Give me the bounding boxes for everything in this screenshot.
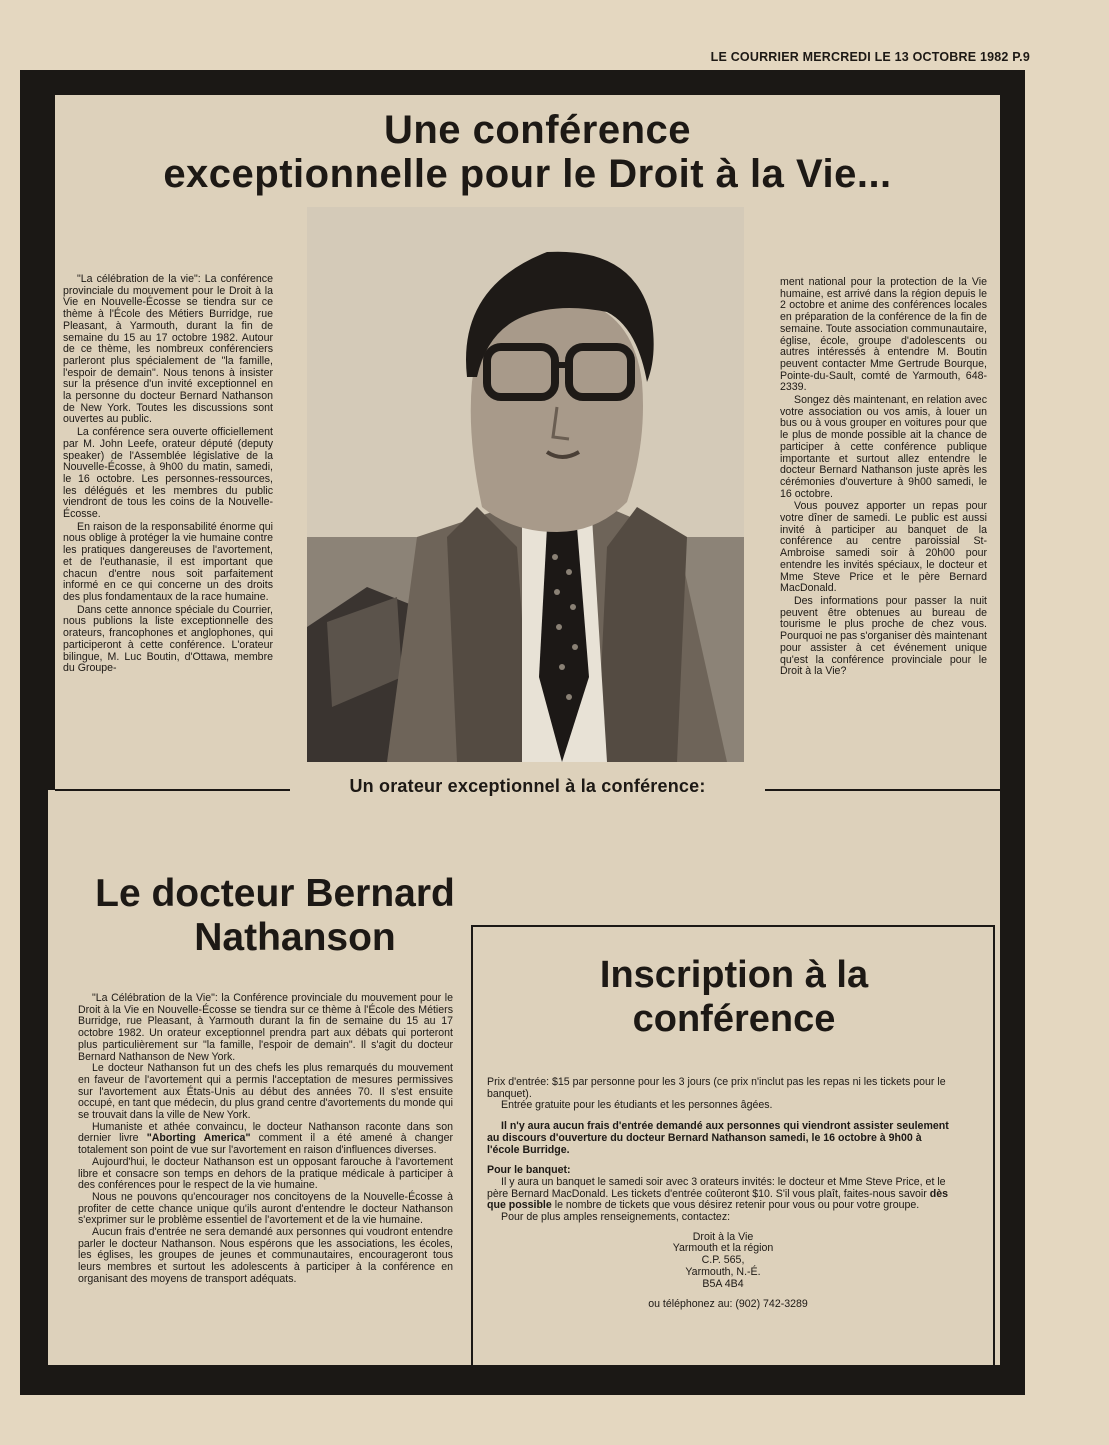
mailing-address [487, 1232, 949, 1291]
doctor-paragraph-book [78, 1122, 453, 1157]
address-line: Yarmouth et la région [672, 1242, 774, 1255]
doctor-paragraph: Aucun frais d'entrée ne sera demandé aux personnes qui voudront entendre parler le docteur Nathanson. Nous espérons que les associations, les écoles, les églises, les groupes de jeunes et communautaires, encourageront tous leurs membres et surtout les adolescents à participer à la conférence en organisant des moyens de transport adéquats. [78, 1226, 453, 1285]
right-article-column [780, 277, 987, 679]
address-line: Droit à la Vie [692, 1230, 754, 1243]
registration-title-line-2: conférence [632, 998, 836, 1040]
left-paragraph: La conférence sera ouverte officiellement par M. John Leefe, orateur député (deputy speaker) de l'Assemblée législative de la Nouvelle-Écosse, à 9h00 du matin, samedi, le 16 octobre. Les personnes-ressources, les délégués et les membres du public viendront de tous les coins de la Nouvelle-Écosse. [63, 426, 273, 521]
doctor-title-line-1: Le docteur Bernard [95, 872, 455, 915]
banquet-text-part-1: Il y aura un banquet le samedi soir avec 3 orateurs invités: le docteur et Mme Steve Price, et le père Bernard MacDonald. Les tickets d'entrée coûteront $10. S'il vous plaît, faites-nous savoir [487, 1175, 946, 1200]
right-paragraph: Vous pouvez apporter un repas pour votre dîner de samedi. Le public est aussi invité à participer au banquet de la conférence au centre paroissial St-Ambroise samedi soir à 20h00 pour entendre les invités spéciaux, le docteur et Mme Steve Price et le père Bernard MacDonald. [780, 500, 987, 595]
doctor-article [78, 993, 453, 1286]
banquet-text [487, 1177, 949, 1212]
main-headline [55, 108, 1000, 196]
section-subhead: Un orateur exceptionnel à la conférence: [349, 776, 706, 796]
headline-line-1: Une conférence [383, 108, 692, 152]
banquet-emphasis: dès que possible [487, 1187, 949, 1212]
masthead: LE COURRIER MERCREDI LE 13 OCTOBRE 1982 P.9 [710, 50, 1030, 64]
subhead-rule-left [55, 789, 290, 791]
registration-details [487, 1077, 949, 1311]
right-paragraph: Des informations pour passer la nuit peuvent être obtenues au bureau de tourisme le plus proche de chez vous. Pourquoi ne pas s'organiser dès maintenant pour assister à cet événement unique qu'est la conférence provinciale pour le Droit à la Vie? [780, 594, 987, 678]
left-paragraph: Dans cette annonce spéciale du Courrier, nous publions la liste exceptionnelle des orateurs, francophones et anglophones, qui participeront à cette conférence. L'orateur bilingue, M. Luc Boutin, d'Ottawa, membre du Groupe- [63, 603, 273, 675]
more-info-text: Pour de plus amples renseignements, contactez: [501, 1211, 731, 1224]
doctor-p3-before: Humaniste et athée convaincu, le docteur Nathanson raconte dans son dernier livre [78, 1120, 453, 1145]
registration-title-line-1: Inscription à la [599, 954, 869, 996]
subhead-rule-right [765, 789, 1000, 791]
left-paragraph: En raison de la responsabilité énorme qui nous oblige à protéger la vie humaine contre les pratiques dangereuses de l'avortement, et de l'euthanasie, il est important que chacun d'entre nous soit parfaitement informé en ce qui concerne un des droits des plus fondamentaux de la race humaine. [63, 520, 273, 603]
address-line: C.P. 565, [701, 1254, 745, 1267]
left-article-column [63, 274, 273, 676]
doctor-paragraph: Nous ne pouvons qu'encourager nos concitoyens de la Nouvelle-Écosse à profiter de cette chance unique qu'ils auront d'entendre le docteur Nathanson s'exprimer sur le problème essentiel de l'avortement et de la vie humaine. [78, 1190, 453, 1227]
left-paragraph: "La célébration de la vie": La conférence provinciale du mouvement pour le Droit à la Vie en Nouvelle-Écosse se tiendra sur ce thème à l'École des Métiers Burridge, rue Pleasant, à Yarmouth, durant la fin de semaine du 15 au 17 octobre 1982. Autour de ce thème, les nombreux conférenciers parleront plus spécialement de "la famille, l'espoir de demain". Nous tenons à insister sur la présence d'un invité exceptionnel en la personne du docteur Bernard Nathanson de New York. Toutes les discussions sont ouvertes au public. [63, 273, 273, 426]
address-line: Yarmouth, N.-É. [685, 1265, 761, 1278]
doctor-paragraph: Aujourd'hui, le docteur Nathanson est un opposant farouche à l'avortement libre et consacre son temps en dehors de la pratique médicale à participer à des conférences pour le respect de la vie humaine. [78, 1155, 453, 1192]
phone-contact: ou téléphonez au: (902) 742-3289 [648, 1298, 808, 1311]
doctor-paragraph: "La Célébration de la Vie": la Conférence provinciale du mouvement pour le Droit à la Vie en Nouvelle-Écosse se tiendra sur ce thème à l'École des Métiers Burridge, rue Pleasant, à Yarmouth durant la fin de semaine du 15 au 17 octobre 1982. Un orateur exceptionnel prendra part aux débats qui porteront plus particulièrement sur "la famille, l'espoir de demain". Il s'agit du docteur Bernard Nathanson de New York. [78, 992, 453, 1063]
doctor-title-line-2: Nathanson [194, 916, 396, 959]
free-entry-text: Entrée gratuite pour les étudiants et les personnes âgées. [501, 1099, 773, 1112]
banquet-text-part-2: le nombre de tickets que vous désirez retenir pour vous ou pour votre groupe. [551, 1199, 920, 1212]
portrait-photo [307, 207, 744, 762]
address-line: B5A 4B4 [702, 1277, 744, 1290]
free-opening-notice: Il n'y aura aucun frais d'entrée demandé aux personnes qui viendront assister seulement au discours d'ouverture du docteur Bernard Nathanson samedi, le 16 octobre à 9h00 à l'école Burridge. [487, 1120, 949, 1156]
doctor-paragraph: Le docteur Nathanson fut un des chefs les plus remarqués du mouvement en faveur de l'avortement qui a permis l'acceptation de mesures permissives sur l'avortement aux États-Unis au début des années 70. Il s'est ensuite occupé, en tant que médecin, du plus grand centre d'avortements du monde qui se trouvait dans la ville de New York. [78, 1062, 453, 1122]
doctor-p3-after: comment il a été amené à changer totalement son point de vue sur l'avortement en raison d'influences diverses. [78, 1132, 453, 1157]
headline-line-2: exceptionnelle pour le Droit à la Vie... [163, 152, 892, 196]
doctor-title [55, 872, 495, 960]
banquet-heading: Pour le banquet: [487, 1164, 571, 1177]
right-paragraph: Songez dès maintenant, en relation avec votre association ou vos amis, à louer un bus ou à vous grouper en voitures pour que le plus de monde possible ait la chance de participer à cette conférence publique importante et surtout allez entendre le docteur Bernard Nathanson juste après les cérémonies d'ouverture à 9h00 samedi, le 16 octobre. [780, 394, 987, 500]
registration-title [473, 953, 995, 1041]
portrait-illustration [307, 207, 744, 762]
right-paragraph: ment national pour la protection de la Vie humaine, est arrivé dans la région depuis le 2 octobre et anime des conférences locales en préparation de la conférence de la fin de semaine. Toute association communautaire, église, école, groupe d'adolescents ou autres intéressés à entendre M. Boutin peuvent contacter Mme Gertrude Bourque, Pointe-du-Sault, comté de Yarmouth, 648-2339. [780, 276, 987, 394]
book-title: "Aborting America" [146, 1132, 251, 1145]
price-text: Prix d'entrée: $15 par personne pour les 3 jours (ce prix n'inclut pas les repas ni les tickets pour le banquet). [487, 1076, 946, 1100]
